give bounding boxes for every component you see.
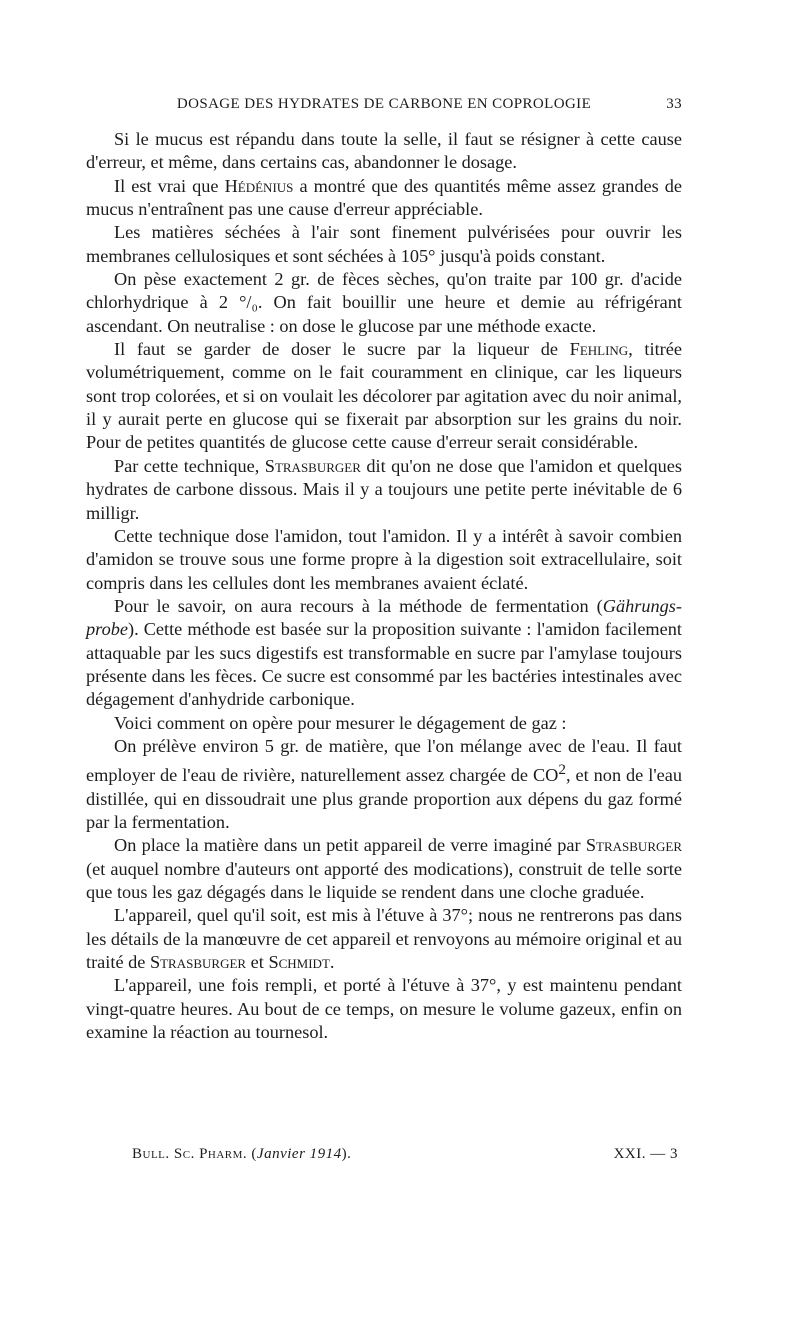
author-name: Strasburger	[264, 455, 361, 476]
author-name: Strasburger	[585, 835, 682, 856]
page-header	[86, 96, 682, 113]
paragraph: L'appareil, une fois rempli, et porté à l'étuve à 37°, y est maintenu pendant vingt-quatre heures. Au bout de ce temps, on mesure le volume gazeux, enfin on examine la réaction au tournesol.	[86, 975, 682, 1043]
author-name: Hédénius	[224, 175, 294, 196]
author-name: Fehling	[569, 339, 629, 360]
author-name: Strasburger	[149, 952, 247, 973]
paragraph: Les matières séchées à l'air sont finement pulvérisées pour ouvrir les membranes cellulosiques et sont séchées à 105° jusqu'à poids constant.	[86, 222, 682, 266]
volume-signature: XXI. — 3	[613, 1146, 678, 1162]
paragraph: Par cette technique, Strasburger dit qu'on ne dose que l'amidon et quelques hydrates de carbone dissous. Mais il y a toujours une petite perte inévitable de 6 milligr.	[86, 455, 683, 523]
paragraph: On place la matière dans un petit appareil de verre imaginé par Strasburger (et auquel nombre d'auteurs ont apporté des modications), construit de telle sorte que tous les gaz dégagés dans le liquide se rendent dans une cloche graduée.	[86, 835, 682, 903]
paragraph: Voici comment on opère pour mesurer le dégagement de gaz :	[114, 712, 567, 733]
journal-citation: Bull. Sc. Pharm. (Janvier 1914).	[132, 1146, 352, 1162]
paragraph: Il est vrai que Hédénius a montré que des quantités même assez grandes de mucus n'entraînent pas une cause d'erreur appréciable.	[86, 175, 683, 220]
paragraph: On pèse exactement 2 gr. de fèces sèches, qu'on traite par 100 gr. d'acide chlorhydrique à 2 °/₀. On fait bouillir une heure et demie au réfrigérant ascendant. On neutralise : on dose le glucose par une méthode exacte.	[86, 269, 682, 336]
paragraph: On prélève environ 5 gr. de matière, que l'on mélange avec de l'eau. Il faut employer de l'eau de rivière, naturellement assez chargée de $CO^2$, et non de l'eau distillée, qui en dissoudrait une plus grande proportion aux dépens du gaz formé par la fermentation.	[86, 735, 682, 833]
issue-date: Janvier 1914	[256, 1146, 342, 1162]
paragraph: Il faut se garder de doser le sucre par la liqueur de Fehling, titrée volumétriquement, comme on le fait couramment en clinique, car les liqueurs sont trop colorées, et si on voulait les décolorer par agitation avec du noir animal, il y aurait perte en glucose qui se fixerait par absorption sur les grains du noir. Pour de petites quantités de glucose cette cause d'erreur serait considérable.	[86, 339, 682, 453]
author-name: Schmidt	[268, 952, 330, 973]
paragraph: Cette technique dose l'amidon, tout l'amidon. Il y a intérêt à savoir combien d'amidon se trouve sous une forme propre à la digestion soit extracellulaire, soit compris dans les cellules dont les membranes avaient éclaté.	[86, 525, 682, 593]
paragraph: Pour le savoir, on aura recours à la méthode de fermentation (Gährungs-probe). Cette méthode est basée sur la proposition suivante : l'amidon facilement attaquable par les sucs digestifs est transformable en sucre par l'amylase toujours présente dans les fèces. Ce sucre est consommé par les bactéries intestinales avec dégagement d'anhydride carbonique.	[86, 595, 682, 710]
body-text	[86, 128, 682, 1045]
superscript: 2	[558, 761, 566, 779]
running-title: DOSAGE DES HYDRATES DE CARBONE EN COPROLOGIE	[176, 96, 592, 112]
paragraph: Si le mucus est répandu dans toute la selle, il faut se résigner à cette cause d'erreur, et même, dans certains cas, abandonner le dosage.	[86, 129, 682, 173]
paragraph: L'appareil, quel qu'il soit, est mis à l'étuve à 37°; nous ne rentrerons pas dans les détails de la manœuvre de cet appareil et renvoyons au mémoire original et au traité de Strasburger et Schmidt.	[86, 905, 682, 973]
page-number: 33	[666, 96, 682, 112]
italic-term: Gährungs-probe	[86, 595, 682, 640]
